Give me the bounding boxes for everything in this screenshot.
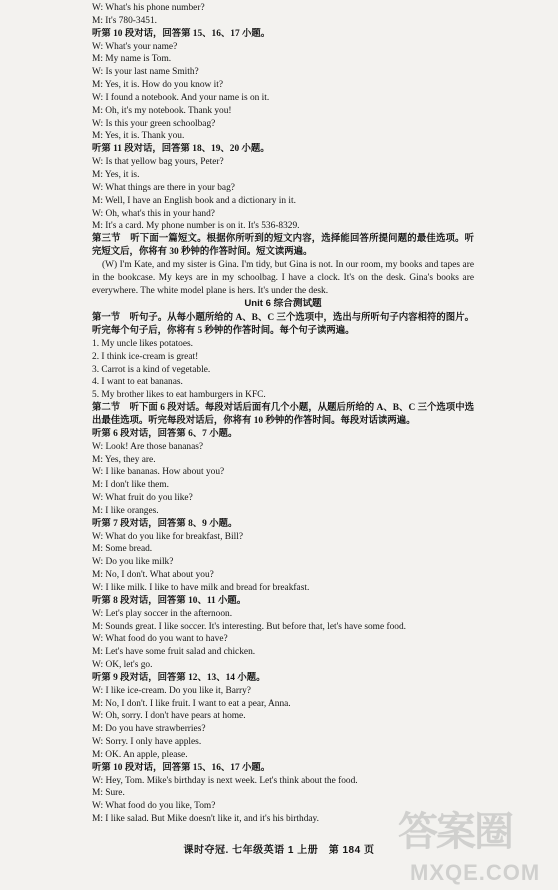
text-line: 1. My uncle likes potatoes.	[92, 338, 194, 349]
watermark-bottom-text: MXQE.COM	[410, 860, 541, 885]
text-line: W: I like ice-cream. Do you like it, Barry?	[92, 685, 251, 696]
text-line: W: What's his phone number?	[92, 3, 205, 13]
page-footer: 课时夺冠. 七年级英语 1 上册 第 184 页	[183, 845, 375, 856]
text-line: W: Sorry. I only have apples.	[92, 737, 202, 748]
text-line: M: Sounds great. I like soccer. It's interesting. But before that, let's have some food.	[92, 621, 406, 632]
text-line: 第二节 听下面 6 段对话。每段对话后面有几个小题，从题后所给的 A、B、C 三个选项中选出最佳选项。听完每段对话后，你将有 10 秒钟的作答时间。每段对话读两遍。	[92, 403, 474, 426]
text-line: M: Sure.	[92, 788, 125, 799]
text-line: W: What food do you like, Tom?	[92, 801, 216, 812]
text-line: W: Hey, Tom. Mike's birthday is next week. Let's think about the food.	[92, 775, 358, 786]
text-line: M: Do you have strawberries?	[92, 724, 206, 735]
text-line: W: Is that yellow bag yours, Peter?	[92, 157, 224, 168]
text-line: M: Some bread.	[92, 544, 153, 555]
text-line: W: I like milk. I like to have milk and bread for breakfast.	[92, 582, 310, 593]
text-line: W: I like bananas. How about you?	[92, 467, 225, 478]
text-line: 听第 6 段对话，回答第 6、7 小题。	[92, 428, 238, 439]
watermark-top-text: 答案圈	[398, 809, 512, 855]
text-line: W: Oh, what's this in your hand?	[92, 208, 215, 219]
text-line: W: What food do you want to have?	[92, 634, 228, 645]
text-line: M: Yes, it is. How do you know it?	[92, 80, 224, 91]
text-line: W: Look! Are those bananas?	[92, 441, 204, 452]
text-line: 3. Carrot is a kind of vegetable.	[92, 364, 211, 375]
text-line: 听第 7 段对话，回答第 8、9 小题。	[92, 518, 238, 529]
section-title: Unit 6 综合测试题	[244, 298, 322, 310]
text-line: 听第 10 段对话，回答第 15、16、17 小题。	[92, 762, 271, 773]
text-line: M: I don't like them.	[92, 480, 169, 491]
watermark-logo	[390, 798, 558, 890]
text-line: W: Let's play soccer in the afternoon.	[92, 608, 233, 619]
text-line: M: Yes, it is.	[92, 169, 140, 180]
text-line: 4. I want to eat bananas.	[92, 377, 183, 388]
text-line: M: OK. An apple, please.	[92, 749, 188, 760]
text-line: W: What's your name?	[92, 41, 178, 52]
text-line: W: What fruit do you like?	[92, 493, 193, 504]
text-line: W: Do you like milk?	[92, 557, 174, 568]
text-line: M: I like oranges.	[92, 505, 159, 516]
text-line: 听第 8 段对话，回答第 10、11 小题。	[92, 595, 247, 606]
text-line: M: Oh, it's my notebook. Thank you!	[92, 105, 232, 116]
text-line: 听第 9 段对话，回答第 12、13、14 小题。	[92, 672, 266, 683]
text-line: W: Is this your green schoolbag?	[92, 118, 216, 129]
text-line: M: Let's have some fruit salad and chicken.	[92, 647, 256, 658]
text-line: M: It's 780-3451.	[92, 15, 157, 26]
page-content	[92, 2, 474, 826]
text-line: M: My name is Tom.	[92, 54, 172, 65]
text-line: M: I like salad. But Mike doesn't like it, and it's his birthday.	[92, 814, 319, 825]
text-line: M: No, I don't. What about you?	[92, 570, 214, 581]
text-line: W: What things are there in your bag?	[92, 182, 235, 193]
text-line: 2. I think ice-cream is great!	[92, 351, 199, 362]
text-line: W: Oh, sorry. I don't have pears at home.	[92, 711, 246, 722]
text-line: 听第 10 段对话，回答第 15、16、17 小题。	[92, 28, 271, 39]
text-line: M: It's a card. My phone number is on it. It's 536-8329.	[92, 221, 300, 232]
text-line: W: OK, let's go.	[92, 660, 153, 671]
text-line: W: What do you like for breakfast, Bill?	[92, 531, 243, 542]
text-line: M: Well, I have an English book and a dictionary in it.	[92, 195, 296, 206]
text-line: W: Is your last name Smith?	[92, 67, 199, 78]
text-line: M: No, I don't. I like fruit. I want to eat a pear, Anna.	[92, 698, 291, 709]
text-line: 第三节 听下面一篇短文。根据你所听到的短文内容，选择能回答所提问题的最佳选项。听完短文后，你将有 30 秒钟的作答时间。短文读两遍。	[92, 234, 474, 258]
text-line: M: Yes, they are.	[92, 454, 156, 465]
text-line: M: Yes, it is. Thank you.	[92, 131, 185, 142]
text-line: 5. My brother likes to eat hamburgers in KFC.	[92, 390, 266, 401]
text-line: (W) I'm Kate, and my sister is Gina. I'm tidy, but Gina is not. In our room, my books and tapes are in the bookcase. My keys are in my schoolbag. I have a clock. It's on the desk. Gina's books are everywhere. The white model plane is hers. It's under the desk.	[92, 259, 474, 296]
text-line: 第一节 听句子。从每小题所给的 A、B、C 三个选项中，选出与所听句子内容相符的图片。听完每个句子后，你将有 5 秒钟的作答时间。每个句子读两遍。	[92, 313, 474, 337]
text-line: 听第 11 段对话，回答第 18、19、20 小题。	[92, 144, 270, 155]
text-line: W: I found a notebook. And your name is on it.	[92, 92, 270, 103]
